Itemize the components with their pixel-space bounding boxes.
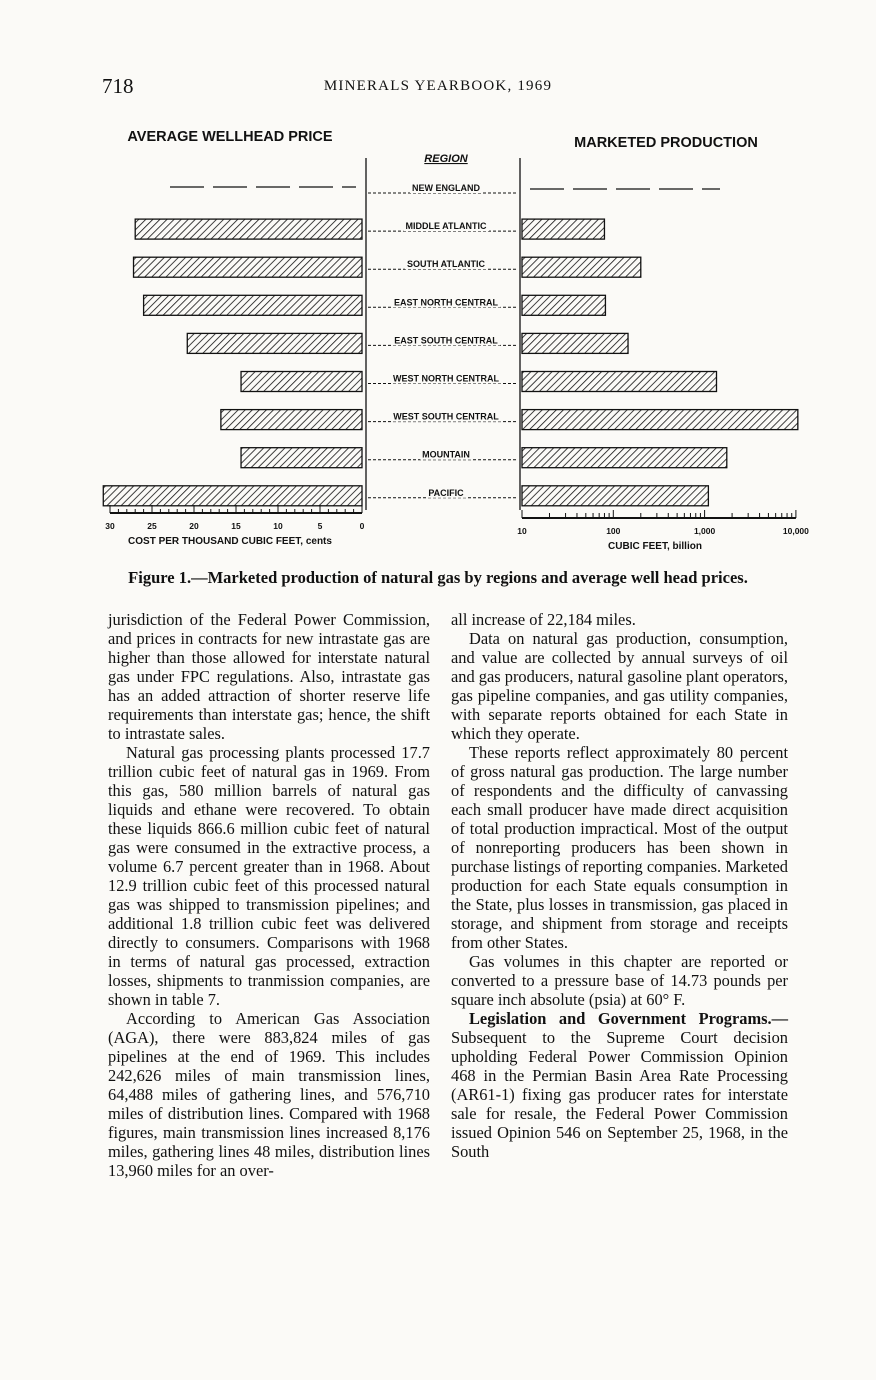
section-heading: Legislation and Government Programs.— <box>469 1009 788 1028</box>
price-bar <box>103 486 362 506</box>
left-axis-label: COST PER THOUSAND CUBIC FEET, cents <box>128 536 332 547</box>
right-tick-label: 1,000 <box>693 526 716 536</box>
running-title: MINERALS YEARBOOK, 1969 <box>323 78 553 94</box>
left-tick-label: 30 <box>105 521 115 531</box>
left-panel-title: AVERAGE WELLHEAD PRICE <box>127 129 333 145</box>
page-number: 718 <box>102 74 134 98</box>
right-tick-label: 10 <box>517 526 527 536</box>
paragraph: jurisdiction of the Federal Power Commission, and prices in contracts for new intrastate gas are higher than those allowed for interstate natural gas under FPC regulations. Also, intrastate gas has an added attraction of shorter reserve life requirements than interstate gas; hence, the shift to intrastate sales. <box>108 610 430 743</box>
paragraph: Data on natural gas production, consumption, and value are collected by annual surveys of oil and gas producers, natural gasoline plant operators, gas pipeline companies, and gas utility companies, with separate reports obtained for each State in which they operate. <box>451 629 788 743</box>
paragraph: Natural gas processing plants processed 17.7 trillion cubic feet of natural gas in 1969. From this gas, 580 million barrels of natural gas liquids and ethane were recovered. To obtain these liquids 866.6 million cubic feet of natural gas were consumed in the extractive process, a volume 6.7 percent greater than in 1968. About 12.9 trillion cubic feet of this processed natural gas was shipped to transmission pipelines; and additional 1.8 trillion cubic feet was delivered directly to consumers. Comparisons with 1968 in terms of natural gas processed, extraction losses, shipments to tranmission companies, are shown in table 7. <box>108 743 430 1009</box>
production-bar <box>522 410 798 430</box>
price-bar <box>187 333 362 353</box>
price-bar <box>134 257 362 277</box>
region-label: PACIFIC <box>428 487 464 498</box>
region-label: NEW ENGLAND <box>412 183 480 193</box>
production-bar <box>522 257 641 277</box>
left-tick-label: 20 <box>189 521 199 531</box>
left-tick-label: 10 <box>273 521 283 531</box>
paragraph: According to American Gas Association (AGA), there were 883,824 miles of gas pipelines at the end of 1969. This includes 242,626 miles of main transmission lines, 64,488 miles of gathering lines, and 576,710 miles of distribution lines. Compared with 1968 figures, main transmission lines increased 8,176 miles, gathering lines 48 miles, distribution lines 13,960 miles for an over- <box>108 1009 430 1180</box>
price-bar <box>135 219 362 239</box>
left-tick-label: 5 <box>317 521 323 531</box>
paragraph: These reports reflect approximately 80 percent of gross natural gas production. The large number of respondents and the difficulty of canvassing each small producer have made direct acquisition of total production impractical. Most of the output of nonreporting producers has been shown in purchase listings of reporting companies. Marketed production for each State equals consumption in the State, plus losses in transmission, gas placed in storage, and shipment from storage and receipts from other States. <box>451 743 788 952</box>
paragraph: all increase of 22,184 miles. <box>451 610 636 629</box>
region-label: EAST NORTH CENTRAL <box>394 297 498 308</box>
region-header: REGION <box>424 153 468 165</box>
production-bar <box>522 448 727 468</box>
region-label: WEST NORTH CENTRAL <box>393 373 499 384</box>
region-label: MIDDLE ATLANTIC <box>405 221 487 232</box>
region-label: WEST SOUTH CENTRAL <box>393 411 499 422</box>
right-tick-label: 100 <box>606 526 621 536</box>
production-bar <box>522 372 716 392</box>
price-bar <box>144 295 362 315</box>
section-text: Subsequent to the Supreme Court decision upholding Federal Power Commission Opinion 468 in the Permian Basin Area Rate Processing (AR61-1) fixing gas producer rates for interstate sale for resale, the Federal Power Commission issued Opinion 546 on September 25, 1968, in the South <box>451 1028 788 1161</box>
left-tick-label: 0 <box>359 521 365 531</box>
production-bar <box>522 486 708 506</box>
figure-caption: Figure 1.—Marketed production of natural gas by regions and average well head prices. <box>128 568 748 587</box>
price-bar <box>221 410 362 430</box>
right-text-column <box>451 610 788 1161</box>
right-tick-label: 10,000 <box>782 526 809 536</box>
page-header <box>0 0 876 110</box>
right-panel-title: MARKETED PRODUCTION <box>574 135 758 151</box>
left-text-column <box>108 610 430 1180</box>
right-axis-label: CUBIC FEET, billion <box>608 541 702 552</box>
production-bar <box>522 333 628 353</box>
left-tick-label: 15 <box>231 521 241 531</box>
region-label: EAST SOUTH CENTRAL <box>394 335 498 346</box>
paragraph: Gas volumes in this chapter are reported or converted to a pressure base of 14.73 pounds per square inch absolute (psia) at 60° F. <box>451 952 788 1009</box>
legislation-paragraph <box>451 1009 788 1161</box>
production-bar <box>522 219 604 239</box>
region-label: SOUTH ATLANTIC <box>407 259 485 270</box>
left-tick-label: 25 <box>147 521 157 531</box>
price-bar <box>241 372 362 392</box>
production-bar <box>522 295 605 315</box>
price-bar <box>241 448 362 468</box>
figure-chart <box>0 110 876 560</box>
region-label: MOUNTAIN <box>422 449 470 460</box>
